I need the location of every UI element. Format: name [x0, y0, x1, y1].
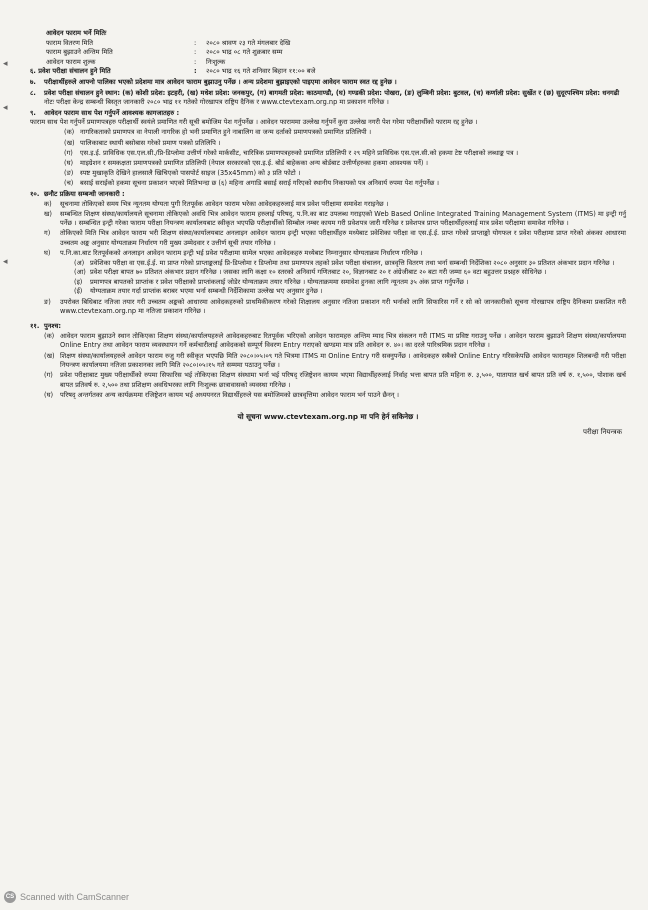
sub-item: (इ) प्रमाणपत्र बापतको प्राप्तांक र प्रवेश परीक्षाको प्राप्तांकलाई जोडेर योग्यताक्रम तयार गरिनेछ । योग्यताक्रममा समावेश हुनका लागि न्यूनतम ३५ अंक प्राप्त गर्नुपर्नेछ । — [74, 277, 469, 286]
sub-item: (ई) योग्यताक्रम तयार गर्दा प्राप्तांक बराबर भएमा भर्ना सम्बन्धी निर्देशिकामा उल्लेख भए अनुसार हुनेछ । — [74, 287, 323, 296]
list-item: (ङ) स्पष्ट मुखाकृति देखिने हालसालै खिचिएको पासपोर्ट साइज (35x45mm) को ३ प्रति फोटो । — [64, 168, 301, 177]
list-item: (ख) शिक्षण संस्था/कार्यालयहरुले आवेदन फाराम रुजु गरी स्वीकृत भएपछि मिति २०८०।०५।०९ गते भित्रमा ITMS मा Online Entry गरी सक्नुपर्नेछ । आवेदकहरु सबैको Online Entry गरिसकेपछि आवेदन फारामहरु शिलबन्दी गरी परीक्षा नियन्त्रण कार्यालयमा नतिजा प्रकाशनका लागि मिति २०८०।०५।१५ गते सम्ममा पठाउनु पर्नेछ । — [44, 351, 626, 370]
watermark-text: Scanned with CamScanner — [20, 892, 130, 902]
section-8-note: नोटः परीक्षा केन्द्र सम्बन्धी बिस्तृत जानकारी २०८० भाद्र ११ गतेको गोरखापत्र राष्ट्रिय दैनिक र www.ctevtexam.org.np मा प्रकाशन गरिनेछ । — [44, 98, 389, 107]
margin-mark: ◂ — [3, 103, 8, 113]
postscript-list — [44, 332, 626, 401]
list-item: (क) आवेदन फाराम बुझाउने स्थान तोकिएका शिक्षण संस्था/कार्यालयहरुले आवेदकहरुबाट रितपूर्वक भरिएको आवेदन फारामहरु अन्तिम म्याद भित्र संकलन गरी ITMS मा प्रविष्ट गराउनु पर्नेछ । आवेदन फाराम बुझाउने शिक्षण संस्था/कार्यालयमा Online Entry तथा आवेदन फाराम व्यवस्थापन गर्ने कर्मचारीलाई आवेदकको सम्पूर्ण विवरण Entry गराएको खण्डमा मात्र प्रति आवेदन रु. ४०। का दरले पारिश्रमिक प्रदान गरिनेछ । — [44, 331, 626, 350]
camscanner-watermark — [4, 891, 129, 903]
margin-mark: ◂ — [3, 59, 8, 69]
list-item: ग) तोकिएको मिति भित्र आवेदन फाराम भरी शिक्षण संस्था/कार्यालयबाट अनलाइन आवेदन फाराम इन्ट्री भएका परीक्षार्थीहरु मध्येबाट प्रवेशिका परीक्षा वा एस.ई.ई. प्राप्त गरेको प्राप्ताङ्को योगफल र प्रवेश परीक्षामा प्राप्त गरेको अंकका आधारमा उच्चतम अङ्क अनुसार योग्यताक्रम निर्धारण गरी मुख्य उम्मेदवार र उत्तीर्ण सूची तयार गरिनेछ । — [44, 229, 626, 247]
sub-item: (अ) प्रवेशिका परीक्षा वा एस.ई.ई. मा प्राप्त गरेको प्राप्ताङ्कलाई प्रि-डिप्लोमा र डिप्लोमा तथा प्रमाणपत्र तहको प्रवेश परीक्षा संचालन, छात्रवृत्ति वितरण तथा भर्ना सम्बन्धी निर्देशिका २०८० अनुसार ३० प्रतिशत अंकभार प्रदान गरिनेछ । — [74, 258, 615, 267]
list-item: क) सूचनामा तोकिएको समय भित्र न्यूनतम योग्यता पुगी रितपूर्वक आवेदन फाराम भरेका आवेदकहरुलाई मात्र प्रवेश परीक्षामा समावेश गराइनेछ । — [44, 199, 389, 208]
list-item: ङ) उपरोक्त बिधिबाट नतिजा तयार गरी उच्चतम अङ्कको आधारमा आवेदकहरुको प्राथमिकीकरण गरेको शिक्षालय अनुसार नतिजा प्रकाशन गरी भर्नाको लागि सिफारिस गर्ने र सो को जानकारीको सूचना गोरखापत्र राष्ट्रिय दैनिकमा प्रकाशित गरी www.ctevtexam.org.np मा नतिजा प्रकाशन गरिनेछ । — [44, 297, 626, 316]
sub-item: (आ) प्रवेश परीक्षा बापत ७० प्रतिशत अंकभार प्रदान गरिनेछ । जसका लागि कक्षा १० स्तरको अनिवार्य गणितबाट २०, विज्ञानबाट २० र अंग्रेजीबाट २० बटा गरी जम्मा ६० वटा बहुउत्तर प्रश्नहरु सोधिनेछ । — [74, 268, 547, 277]
section-11-heading: पुनश्च: — [44, 321, 62, 330]
selection-list — [44, 200, 626, 317]
list-item: (घ) माइग्रेशन र समकक्षता प्रमाणपत्रको प्रमाणित प्रतिलिपी (नेपाल सरकारको एस.इ.ई. बोर्ड बाहेकका अन्य बोर्डबाट उत्तीर्णहरुका हकमा आवश्यक पर्ने) । — [64, 158, 429, 167]
schedule-title: आवेदन फाराम भर्ने मितिः — [46, 29, 107, 37]
exam-date-row: ६. प्रवेश परीक्षा संचालन हुने मिति : २०८० भाद्र १६ गते शनिवार बिहान ११:०० बजे — [30, 67, 316, 76]
section-10-heading: छनौट प्रक्रिया सम्बन्धी जानकारी : — [44, 189, 125, 198]
section-11: ११. पुनश्च: (क) आवेदन फाराम बुझाउने स्थान तोकिएका शिक्षण संस्था/कार्यालयहरुले आवेदकहरुबाट रितपूर्वक भरिएको आवेदन फारामहरु अन्तिम म्याद भित्र संकलन गरी ITMS मा प्रविष्ट गराउनु पर्नेछ । आवेदन फाराम बुझाउने शिक्षण संस्था/कार्यालयमा Online Entry तथा आवेदन फाराम व्यवस्थापन गर्ने कर्मचारीलाई आवेदकको सम्पूर्ण विवरण Entry गराएको खण्डमा मात्र प्रति आवेदन रु. ४०। का दरले पारिश्रमिक प्रदान गरिनेछ । (ख) शिक्षण संस्था/कार्यालयहरुले आवेदन फाराम रुजु गरी स्वीकृत भएपछि मिति २०८०।०५।०९ गते भित्रमा ITMS मा Online Entry गरी सक्नुपर्नेछ । आवेदकहरु सबैको Online Entry गरिसकेपछि आवेदन फारामहरु शिलबन्दी गरी परीक्षा नियन्त्रण कार्यालयमा नतिजा प्रकाशनका लागि मिति २०८०।०५।१५ गते सम्ममा पठाउनु पर्नेछ । (ग) प्रवेश परीक्षाबाट मुख्य परीक्षार्थीको रुपमा सिफारिस भई तोकिएका शिक्षण संस्थामा भर्ना भई परिषद् रजिष्ट्रेशन कायम भएमा विद्यार्थीहरुलाई निर्वाह भत्ता बापत प्रति महिना रु. ३,५००, यातायात खर्च बापत प्रति वर्ष रु. १,५००, पोशाक खर्च बापत प्रतिवर्ष रु. २,५०० तथा प्रशिक्षण अवधिभरका लागि निःशुल्क छात्रावासको व्यवस्था गरिनेछ । (घ) परिषद् अन्तर्गतका अन्य कार्यक्रममा रजिष्ट्रेशन कायम भई अध्ययनरत विद्यार्थीहरुले यस बमोजिमको छात्रवृत्तिमा आवेदन फाराम भर्न पाउने छैनन् । — [30, 321, 626, 399]
list-item: (ख) पालिकाबाट स्थायी बसोबास गरेको प्रमाण पत्रको प्रतिलिपि । — [64, 138, 221, 147]
section-9: ९. आवेदन फाराम साथ पेश गर्नुपर्ने आवश्यक कागजातहरु : फाराम साथ पेश गर्नुपर्ने प्रमाणपत्रहरु परीक्षार्थी स्वयंले प्रमाणित गरी सूची बमोजिम पेश गर्नुपर्नेछ । आवेदन फाराममा उल्लेख गर्नुपर्ने कुरा उल्लेख नगरी पेश गरेमा परीक्षार्थीको फाराम रद्द हुनेछ । (क) नागरिकताको प्रमाणपत्र वा नेपाली नागरिक हो भनी प्रमाणित हुने नाबालिग वा जन्म दर्ताको प्रमाणपत्रको प्रमाणित प्रतिलिपी । (ख) पालिकाबाट स्थायी बसोबास गरेको प्रमाण पत्रको प्रतिलिपि । (ग) एस.इ.ई. प्राविधिक एस.एल.सी./प्रि-डिप्लोमा उत्तीर्ण गरेको मार्कसीट, चारित्रिक प्रमाणपत्रहरुको प्रमाणित प्रतिलिपी र २९ महिने प्राविधिक एस.एल.सी.को हकमा टेष्ट परीक्षाको लब्धाङ्क पत्र । (घ) माइग्रेशन र समकक्षता प्रमाणपत्रको प्रमाणित प्रतिलिपी (नेपाल सरकारको एस.इ.ई. बोर्ड बाहेकका अन्य बोर्डबाट उत्तीर्णहरुका हकमा आवश्यक पर्ने) । (ङ) स्पष्ट मुखाकृति देखिने हालसालै खिचिएको पासपोर्ट साइज (35x45mm) को ३ प्रति फोटो । (च) बसाई सराईको हकमा सूचना प्रकाशन भएको मितिभन्दा छ (६) महिना अगाडि बसाई सराई गरिएको स्थानीय निकायको पत्र अनिवार्य रुपमा पेश गर्नुपर्नेछ । — [30, 109, 626, 189]
schedule-row: आवेदन फाराम शुल्क : निःशुल्क — [46, 57, 226, 66]
camscanner-logo-icon: CS — [4, 891, 16, 903]
list-item: ख) सम्बन्धित शिक्षण संस्था/कार्यालयले सूचनामा तोकिएको अवधि भित्र आवेदन फाराम हरुलाई परिषद्, प.नि.का बाट उपलब्ध गराइएको Web Based Online Integrated Training Management System (ITMS) मा इन्ट्री गर्नु पर्नेछ । सम्बन्धित इन्ट्री गरेका फाराम परीक्षा नियन्त्रण कार्यालयबाट स्वीकृत भएपछि परीक्षार्थीको सिम्बोल नम्बर कायम गरी प्रवेशपत्र जारी गरिनेछ र प्रवेशपत्र प्राप्त परीक्षार्थीहरुलाई मात्र प्रवेश परीक्षामा समावेश गरिनेछ । — [44, 209, 626, 228]
documents-list — [64, 128, 626, 188]
list-item: (घ) परिषद् अन्तर्गतका अन्य कार्यक्रममा रजिष्ट्रेशन कायम भई अध्ययनरत विद्यार्थीहरुले यस बमोजिमको छात्रवृत्तिमा आवेदन फाराम भर्न पाउने छैनन् । — [44, 390, 400, 399]
list-item: (ग) प्रवेश परीक्षाबाट मुख्य परीक्षार्थीको रुपमा सिफारिस भई तोकिएका शिक्षण संस्थामा भर्ना भई परिषद् रजिष्ट्रेशन कायम भएमा विद्यार्थीहरुलाई निर्वाह भत्ता बापत प्रति महिना रु. ३,५००, यातायात खर्च बापत प्रति वर्ष रु. १,५००, पोशाक खर्च बापत प्रतिवर्ष रु. २,५०० तथा प्रशिक्षण अवधिभरका लागि निःशुल्क छात्रावासको व्यवस्था गरिनेछ । — [44, 371, 626, 389]
section-8: ८. प्रवेश परीक्षा संचालन हुने स्थान: (क) कोशी प्रदेश: इटहरी, (ख) मधेश प्रदेश: जनकपुर, (ग) बागमती प्रदेश: काठमाण्डौ, (घ) गण्डकी प्रदेश: पोखरा, (ङ) लुम्बिनी प्रदेश: बुटवल, (च) कर्णाली प्रदेश: सुर्खेत र (छ) सुदूरपश्चिम प्रदेश: धनगढी नोटः परीक्षा केन्द्र सम्बन्धी बिस्तृत जानकारी २०८० भाद्र ११ गतेको गोरखापत्र राष्ट्रिय दैनिक र www.ctevtexam.org.np मा प्रकाशन गरिनेछ । — [30, 89, 626, 108]
list-item: घ) प.नि.का.बाट रितपूर्वकको अनलाइन आवेदन फाराम इन्ट्री भई प्रवेश परीक्षामा सामेल भएका आवेदकहरु मध्येबाट निम्नानुसार योग्यताक्रम निर्धारण गरिनेछ । — [44, 249, 423, 258]
form-schedule — [30, 29, 626, 77]
section-7: ७. परीक्षार्थीहरुले आफ्नो पालिका भएको प्रदेशमा मात्र आवेदन फाराम बुझाउनु पर्नेछ । अन्य प्रदेशमा बुझाइएको पाइएमा आवेदन फाराम स्वत रद्द हुनेछ । — [30, 77, 397, 86]
schedule-row: फाराम वितरण मिति : २०८० श्रावण २३ गते मंगलबार देखि — [46, 38, 291, 47]
signature-title: परीक्षा नियन्त्रक — [583, 428, 622, 437]
section-9-intro: फाराम साथ पेश गर्नुपर्ने प्रमाणपत्रहरु परीक्षार्थी स्वयंले प्रमाणित गरी सूची बमोजिम पेश गर्नुपर्नेछ । आवेदन फाराममा उल्लेख गर्नुपर्ने कुरा उल्लेख नगरी पेश गरेमा परीक्षार्थीको फाराम रद्द हुनेछ । — [30, 118, 478, 127]
schedule-row: फाराम बुझाउने अन्तिम मिति : २०८० भाद्र ०८ गते शुक्रबार सम्म — [46, 48, 283, 57]
section-10: १०. छनौट प्रक्रिया सम्बन्धी जानकारी : क) सूचनामा तोकिएको समय भित्र न्यूनतम योग्यता पुगी रितपूर्वक आवेदन फाराम भरेका आवेदकहरुलाई मात्र प्रवेश परीक्षामा समावेश गराइनेछ । ख) सम्बन्धित शिक्षण संस्था/कार्यालयले सूचनामा तोकिएको अवधि भित्र आवेदन फाराम हरुलाई परिषद्, प.नि.का बाट उपलब्ध गराइएको Web Based Online Integrated Training Management System (ITMS) मा इन्ट्री गर्नु पर्नेछ । सम्बन्धित इन्ट्री गरेका फाराम परीक्षा नियन्त्रण कार्यालयबाट स्वीकृत भएपछि परीक्षार्थीको सिम्बोल नम्बर कायम गरी प्रवेशपत्र जारी गरिनेछ र प्रवेशपत्र प्राप्त परीक्षार्थीहरुलाई मात्र प्रवेश परीक्षामा समावेश गरिनेछ । ग) तोकिएको मिति भित्र आवेदन फाराम भरी शिक्षण संस्था/कार्यालयबाट अनलाइन आवेदन फाराम इन्ट्री भएका परीक्षार्थीहरु मध्येबाट प्रवेशिका परीक्षा वा एस.ई.ई. प्राप्त गरेको प्राप्ताङ्को योगफल र प्रवेश परीक्षामा प्राप्त गरेको अंकका आधारमा उच्चतम अङ्क अनुसार योग्यताक्रम निर्धारण गरी मुख्य उम्मेदवार र उत्तीर्ण सूची तयार गरिनेछ । घ) प.नि.का.बाट रितपूर्वकको अनलाइन आवेदन फाराम इन्ट्री भई प्रवेश परीक्षामा सामेल भएका आवेदकहरु मध्येबाट निम्नानुसार योग्यताक्रम निर्धारण गरिनेछ । (अ) प्रवेशिका परीक्षा वा एस.ई.ई. मा प्राप्त गरेको प्राप्ताङ्कलाई प्रि-डिप्लोमा र डिप्लोमा तथा प्रमाणपत्र तहको प्रवेश परीक्षा संचालन, छात्रवृत्ति वितरण तथा भर्ना सम्बन्धी निर्देशिका २०८० अनुसार ३० प्रतिशत अंकभार प्रदान गरिनेछ । (आ) प्रवेश परीक्षा बापत ७० प्रतिशत अंकभार प्रदान गरिनेछ । जसका लागि कक्षा १० स्तरको अनिवार्य गणितबाट २०, विज्ञानबाट २० र अंग्रेजीबाट २० बटा गरी जम्मा ६० वटा बहुउत्तर प्रश्नहरु सोधिनेछ । (इ) प्रमाणपत्र बापतको प्राप्तांक र प्रवेश परीक्षाको प्राप्तांकलाई जोडेर योग्यताक्रम तयार गरिनेछ । योग्यताक्रममा समावेश हुनका लागि न्यूनतम ३५ अंक प्राप्त गर्नुपर्नेछ । (ई) योग्यताक्रम तयार गर्दा प्राप्तांक बराबर भएमा भर्ना सम्बन्धी निर्देशिकामा उल्लेख भए अनुसार हुनेछ । ङ) उपरोक्त बिधिबाट नतिजा तयार गरी उच्चतम अङ्कको आधारमा आवेदकहरुको प्राथमिकीकरण गरेको शिक्षालय अनुसार नतिजा प्रकाशन गरी भर्नाको लागि सिफारिस गर्ने र सो को जानकारीको सूचना गोरखापत्र राष्ट्रिय दैनिकमा प्रकाशित गरी www.ctevtexam.org.np मा नतिजा प्रकाशन गरिनेछ । — [30, 189, 626, 316]
list-item: (क) नागरिकताको प्रमाणपत्र वा नेपाली नागरिक हो भनी प्रमाणित हुने नाबालिग वा जन्म दर्ताको प्रमाणपत्रको प्रमाणित प्रतिलिपी । — [64, 128, 372, 137]
list-item: (च) बसाई सराईको हकमा सूचना प्रकाशन भएको मितिभन्दा छ (६) महिना अगाडि बसाई सराई गरिएको स्थानीय निकायको पत्र अनिवार्य रुपमा पेश गर्नुपर्नेछ । — [64, 178, 439, 187]
margin-mark: ◂ — [3, 257, 8, 267]
list-item: (ग) एस.इ.ई. प्राविधिक एस.एल.सी./प्रि-डिप्लोमा उत्तीर्ण गरेको मार्कसीट, चारित्रिक प्रमाणपत्रहरुको प्रमाणित प्रतिलिपी र २९ महिने प्राविधिक एस.एल.सी.को हकमा टेष्ट परीक्षाको लब्धाङ्क पत्र । — [64, 148, 519, 157]
website-note: यो सूचना www.ctevtexam.org.np मा पनि हेर्न सकिनेछ । — [237, 412, 419, 422]
section-9-heading: आवेदन फाराम साथ पेश गर्नुपर्ने आवश्यक कागजातहरु : — [44, 108, 180, 117]
